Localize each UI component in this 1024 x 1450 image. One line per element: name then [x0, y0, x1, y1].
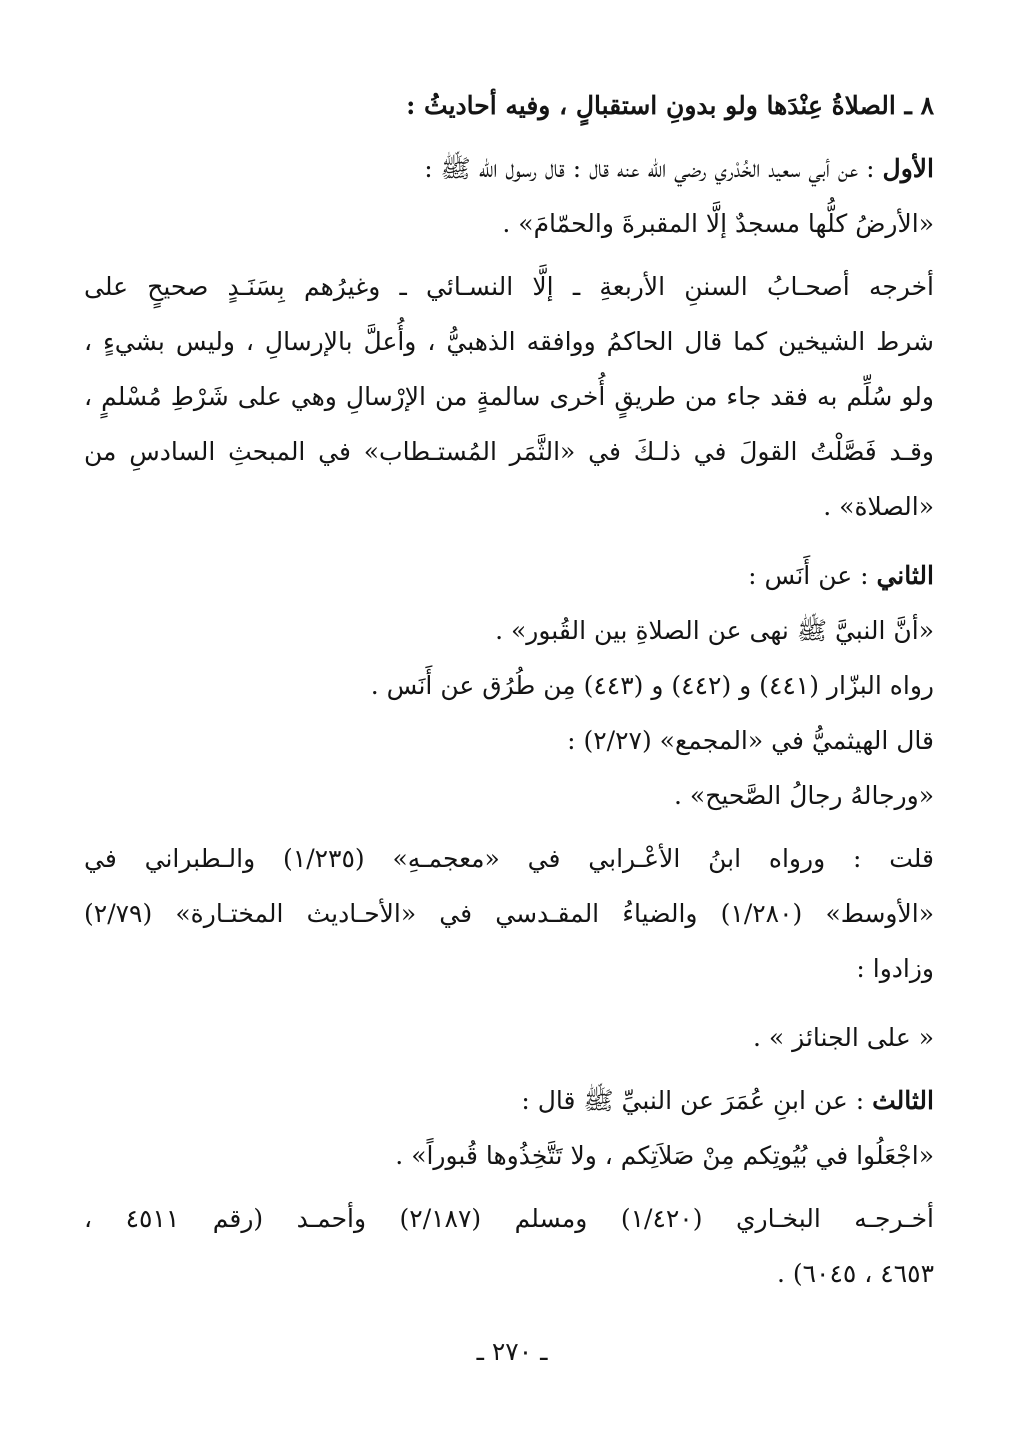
- hadith-3-text: «اجْعَلُوا في بُيُوتِكم مِنْ صَلاَتِكم ، ولا تَتَّخِذُوها قُبوراً» .: [395, 1141, 934, 1170]
- hadith-2-label: الثاني: [876, 561, 934, 590]
- hadith-2-note-line: قلت : ورواه ابنُ الأعْـرابي في «معجمـهِ» (١/٢٣٥) والـطبراني في: [84, 844, 934, 873]
- hadith-2-note-line: «الأوسط» (١/٢٨٠) والضياءُ المقـدسي في «الأحـاديث المختـارة» (٢/٧٩): [84, 899, 934, 928]
- page-body: [84, 78, 934, 1301]
- hadith-3-label: الثالث: [872, 1086, 934, 1115]
- hadith-1-commentary-line: شرط الشيخين كما قال الحاكمُ ووافقه الذهبيُّ ، وأُعلَّ بالإرسالِ ، وليس بشيءٍ ،: [84, 327, 934, 356]
- hadith-2-addition: « على الجنائز » .: [753, 1023, 934, 1052]
- hadith-3-commentary-line: أخـرجـه البخـاري (١/٤٢٠) ومسلم (٢/١٨٧) وأحمـد (رقم ٤٥١١ ،: [84, 1204, 934, 1233]
- hadith-2-note-line: وزادوا :: [856, 954, 934, 983]
- section-heading: ٨ ـ الصلاةُ عِنْدَها ولو بدونِ استقبالٍ ، وفيه أحاديثُ :: [406, 91, 934, 120]
- hadith-3-commentary-line: ٤٦٥٣ ، ٦٠٤٥) .: [776, 1259, 934, 1288]
- hadith-1-commentary-line: وقـد فَصَّلْتُ القولَ في ذلـكَ في «الثَّمَر المُستـطاب» في المبحثِ السادسِ من: [84, 437, 934, 466]
- hadith-1-intro: [84, 141, 934, 196]
- hadith-2-haythami: قال الهيثميُّ في «المجمع» (٢/٢٧) :: [567, 726, 934, 755]
- hadith-1-commentary-line: ولو سُلِّم به فقد جاء من طريقٍ أُخرى سالمةٍ من الإرْسالِ وهي على شَرْطِ مُسْلمٍ ،: [84, 382, 934, 411]
- hadith-1-text: «الأرضُ كلُّها مسجدٌ إلَّا المقبرةَ والحمّامَ» .: [502, 209, 934, 238]
- hadith-1-label: الأول: [882, 154, 934, 183]
- hadith-2-intro-text: : عن أَنَس :: [748, 561, 877, 590]
- page-number: ـ ٢٧٠ ـ: [476, 1337, 548, 1366]
- hadith-3-intro-text: : عن ابنِ عُمَرَ عن النبيِّ ﷺ قال :: [521, 1086, 873, 1115]
- hadith-2-narration: رواه البزّار (٤٤١) و (٤٤٢) و (٤٤٣) مِن طُرُق عن أَنَس .: [370, 671, 934, 700]
- hadith-2-text: «أنَّ النبيَّ ﷺ نهى عن الصلاةِ بين القُبور» .: [495, 616, 934, 645]
- hadith-3-intro: [84, 1073, 934, 1128]
- hadith-2-quote: «ورجالهُ رجالُ الصَّحيح» .: [674, 781, 934, 810]
- hadith-1-commentary-line: «الصلاة» .: [823, 492, 934, 521]
- hadith-1-commentary-line: أخرجه أصحـابُ السننِ الأربعةِ ـ إلَّا النسـائي ـ وغيرُهم بِسَنَـدٍ صحيحٍ على: [84, 272, 934, 301]
- hadith-2-intro: [84, 548, 934, 603]
- hadith-1-intro-text: : عن أبي سعيد الخُدْري رضي الله عنه قال : قال رسول الله ﷺ :: [424, 154, 883, 183]
